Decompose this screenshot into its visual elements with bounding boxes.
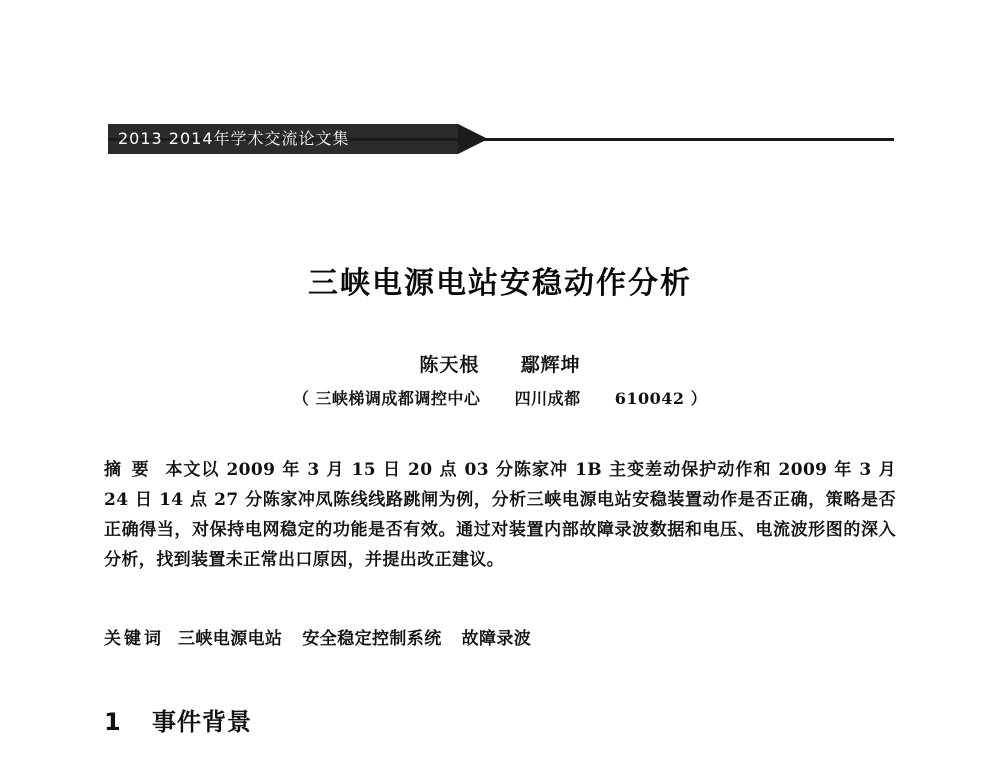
author-name-first: 陈天根 (419, 354, 480, 376)
affiliation-postcode: 610042 (614, 389, 685, 408)
running-header (108, 124, 894, 154)
abstract-text: 本文以 2009 年 3 月 15 日 20 点 03 分陈家冲 1B 主变差动保护动作和 2009 年 3 月 24 日 14 点 27 分陈家冲凤陈线线路跳闸为例，分析三峡电源电站安稳装置动作是否正确，策略是否正确得当，对保持电网稳定的功能是否有效。通过对装置内部故障录波数据和电压、电流波形图的深入分析，找到装置未正常出口原因，并提出改正建议。 (104, 460, 896, 570)
affiliation (0, 386, 1000, 409)
author-list (0, 350, 1000, 377)
keywords-label: 关键词 (104, 629, 164, 649)
affiliation-city: 四川成都 (514, 389, 581, 408)
keyword-item: 故障录波 (461, 629, 532, 649)
abstract-block (104, 455, 896, 575)
keyword-item: 三峡电源电站 (178, 629, 283, 649)
page-title: 三峡电源电站安稳动作分析 (308, 266, 692, 301)
section-heading (104, 702, 252, 737)
section-title: 事件背景 (152, 708, 252, 736)
affiliation-open-paren: （ (292, 389, 310, 408)
keyword-item: 安全稳定控制系统 (302, 629, 442, 649)
affiliation-institute: 三峡梯调成都调控中心 (315, 389, 481, 408)
header-band-label: 2013 2014年学术交流论文集 (108, 124, 458, 154)
header-arrow-icon (458, 124, 488, 154)
affiliation-close-paren: ） (690, 389, 708, 408)
author-name-second: 鄢辉坤 (520, 354, 581, 376)
keywords-block (104, 625, 896, 653)
abstract-label: 摘要 (104, 460, 160, 480)
section-number: 1 (104, 708, 122, 736)
